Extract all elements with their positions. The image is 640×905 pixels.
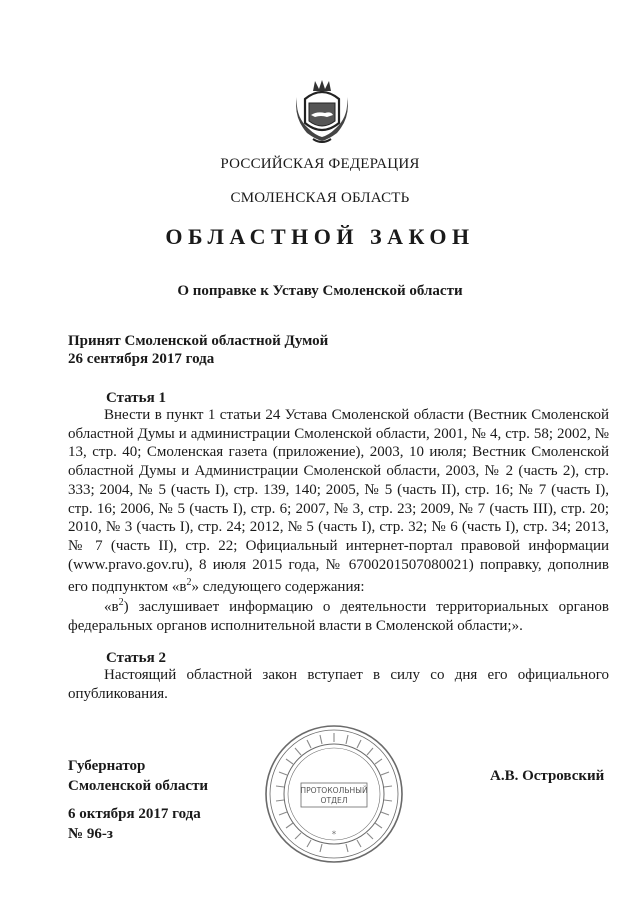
article-1-sup: 2 xyxy=(186,577,192,589)
article-1-title: Статья 1 xyxy=(106,390,166,406)
article-2-text: Настоящий областной закон вступает в силу со дня его официального опубликования. xyxy=(68,667,609,702)
document-type-title: ОБЛАСТНОЙ ЗАКОН xyxy=(165,224,475,249)
region-heading: СМОЛЕНСКАЯ ОБЛАСТЬ xyxy=(230,190,410,206)
official-stamp xyxy=(263,723,405,865)
signatory-position xyxy=(68,756,208,796)
article-1-text-after: » следующего содержания: xyxy=(191,579,365,596)
adoption-line-1: Принят Смоленской областной Думой xyxy=(68,333,329,349)
signatory-name: А.В. Островский xyxy=(490,768,605,784)
federation-heading: РОССИЙСКАЯ ФЕДЕРАЦИЯ xyxy=(220,156,420,172)
position-line-2: Смоленской области xyxy=(68,778,209,794)
article-2-title: Статья 2 xyxy=(106,650,166,666)
article-1-quote xyxy=(68,594,609,635)
article-1-body xyxy=(68,406,609,597)
svg-text:*: * xyxy=(331,830,337,840)
law-number: № 96-з xyxy=(68,826,113,842)
article-2-body xyxy=(68,666,609,703)
law-subject-title: О поправке к Уставу Смоленской области xyxy=(177,283,463,299)
quote-sup: 2 xyxy=(118,597,124,608)
quote-start: «в xyxy=(104,599,119,615)
signing-date: 6 октября 2017 года xyxy=(68,806,201,822)
quote-text: ) заслушивает информацию о деятельности территориальных органов федеральных органов исполнительной власти в Смоленской области;». xyxy=(68,599,609,634)
stamp-text-1: ПРОТОКОЛЬНЫЙ xyxy=(300,786,368,795)
stamp-text-2: ОТДЕЛ xyxy=(320,796,348,805)
article-1-text: Внести в пункт 1 статьи 24 Устава Смоленской области (Вестник Смоленской областной Думы и администрации Смоленской области, 2001, № 4, стр. 58; 2002, № 13, стр. 40; Смоленская газета (приложение), 2003, 10 июля; Вестник Смоленской областной Думы и Администрации Смоленской области, 2003, № 2 (часть 2), стр. 333; 2004, № 5 (часть I), стр. 139, 140; 2005, № 5 (часть II), стр. 16; № 7 (часть I), стр. 16; 2006, № 5 (часть I), стр. 6; 2007, № 3, стр. 23; 2009, № 7 (часть III), стр. 20; 2010, № 3 (часть I), стр. 24; 2012, № 5 (часть I), стр. 32; № 6 (часть I), стр. 34; 2013, № 7 (часть II), стр. 22; Официальный интернет-портал правовой информации (www.pravo.gov.ru), 8 июля 2015 года, № 6700201507080021) поправку, дополнив его подпунктом «в xyxy=(68,407,609,596)
coat-of-arms-emblem xyxy=(291,77,353,145)
position-line-1: Губернатор xyxy=(68,758,146,774)
adoption-date: 26 сентября 2017 года xyxy=(68,351,215,367)
